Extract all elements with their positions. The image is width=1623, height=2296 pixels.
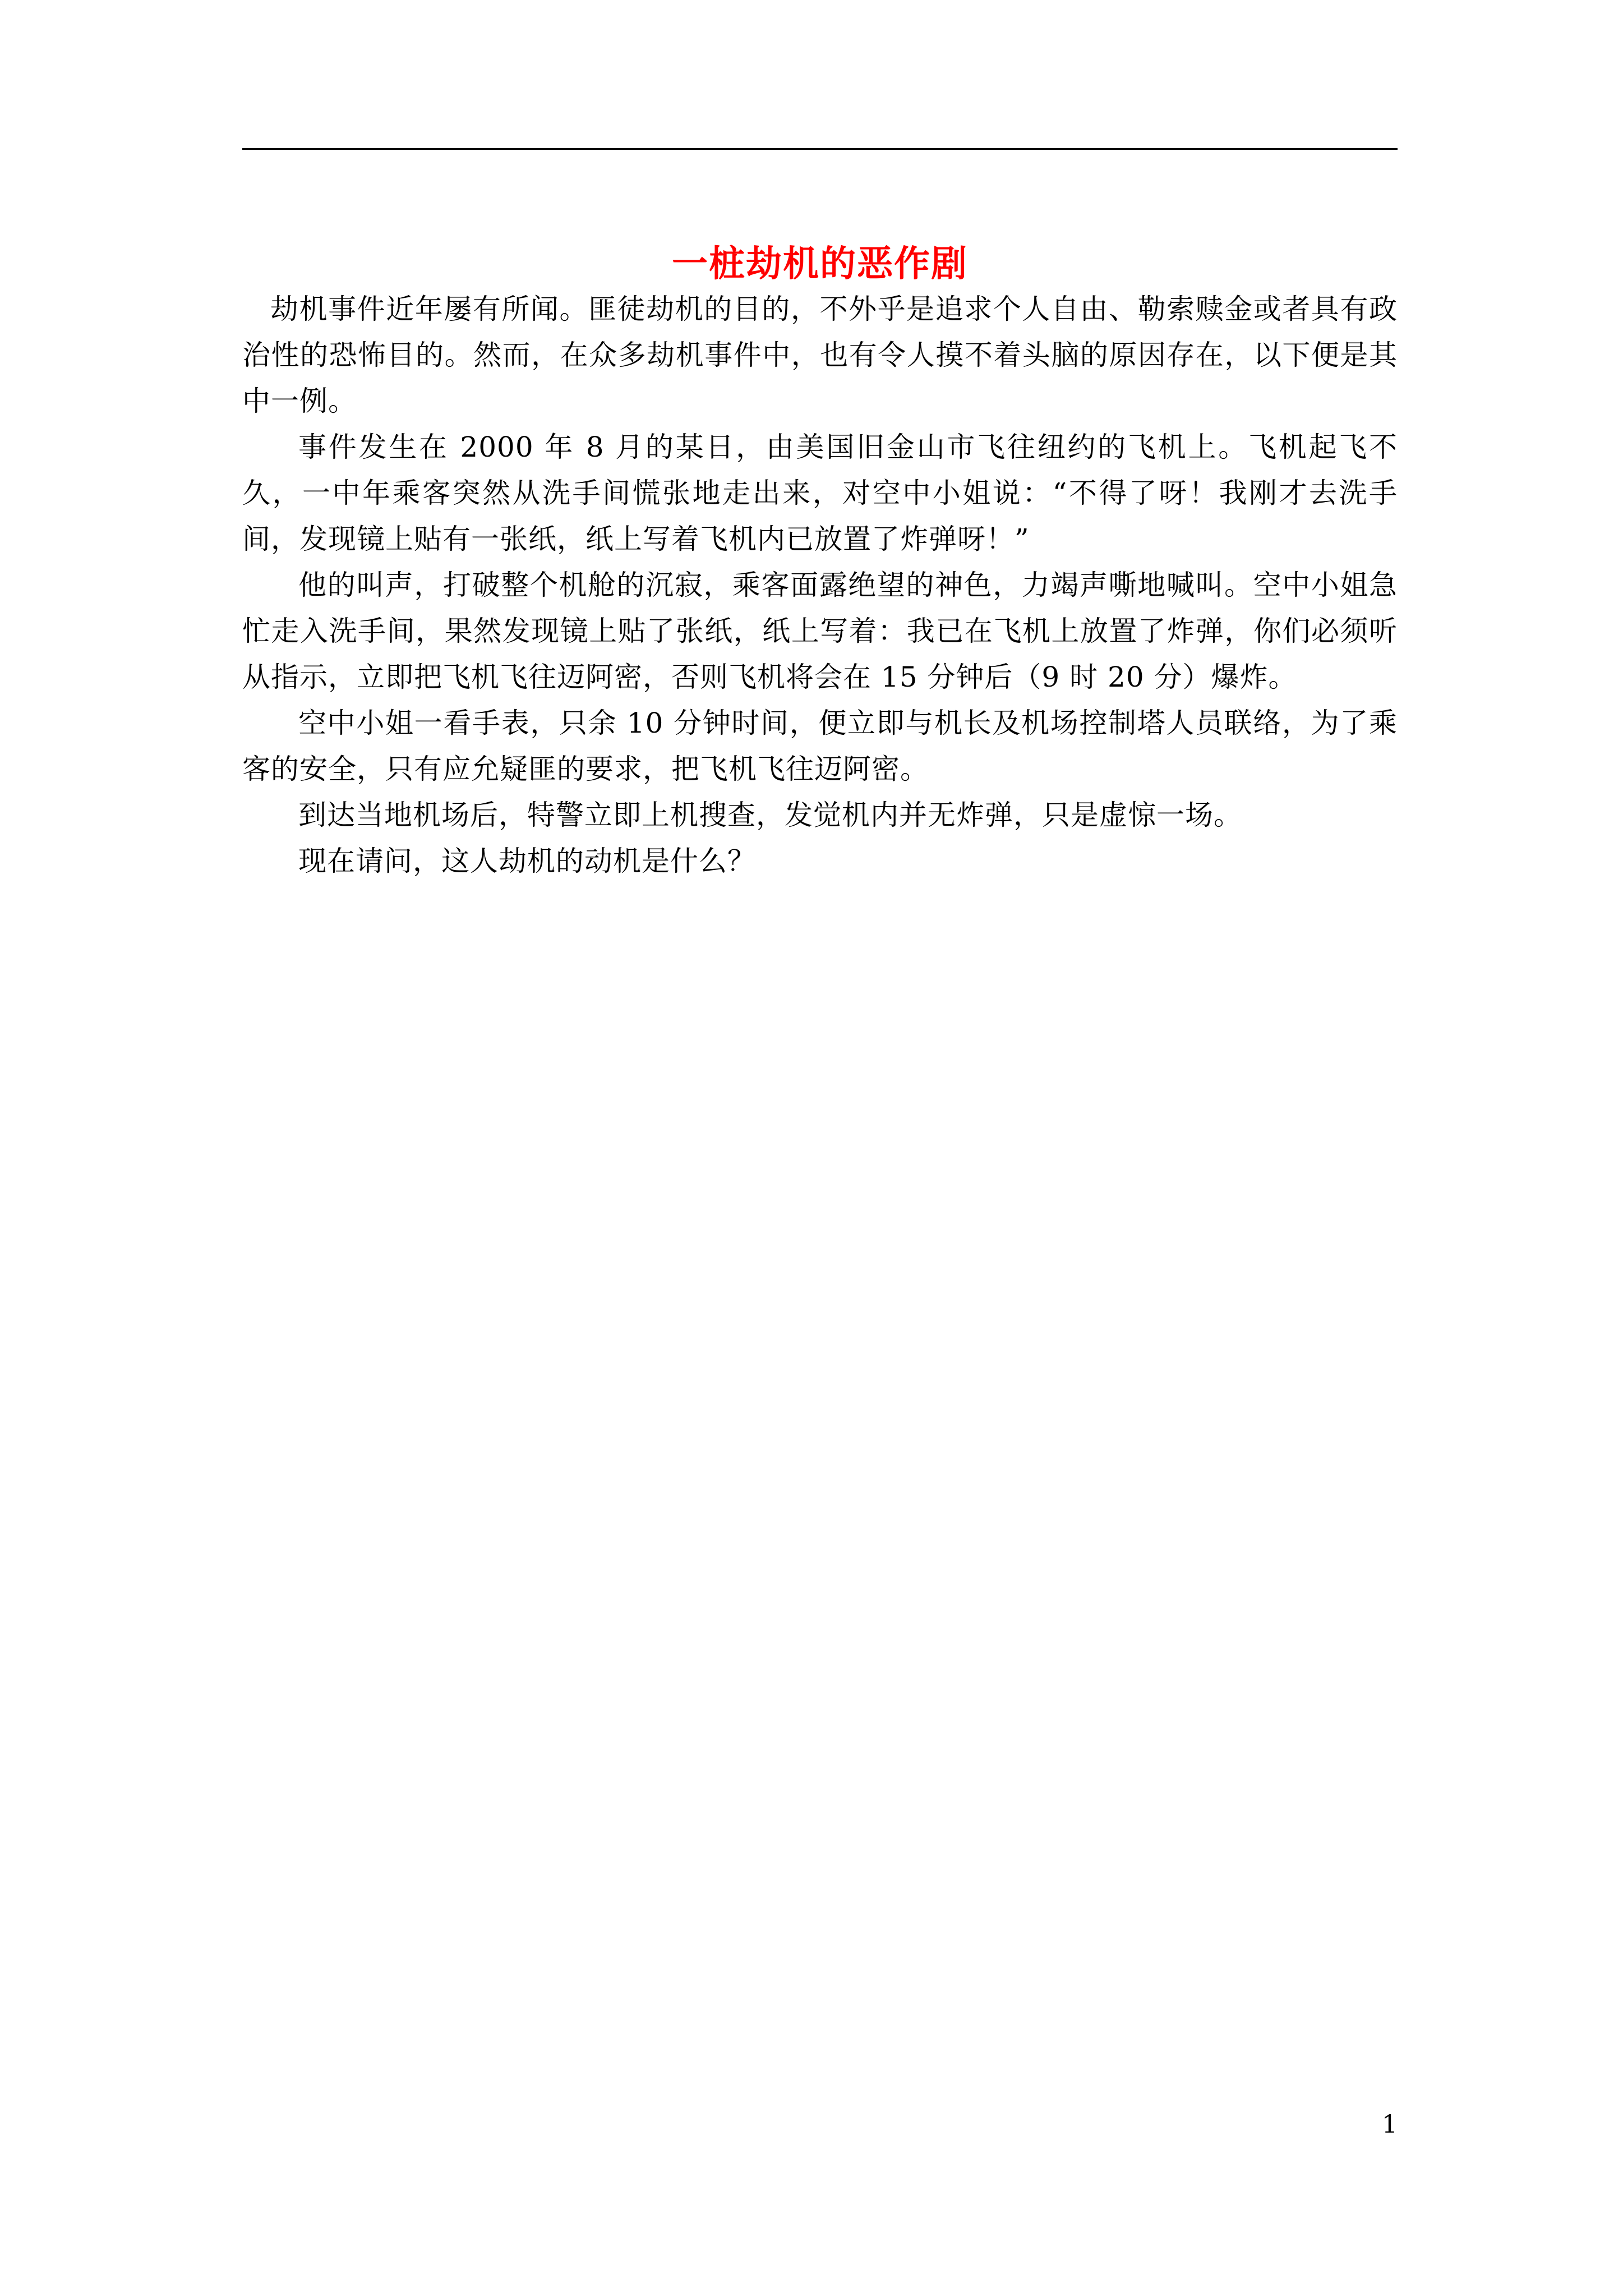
paragraph-5: 到达当地机场后，特警立即上机搜查，发觉机内并无炸弹，只是虚惊一场。 [298,799,1242,831]
paragraph-2: 事件发生在 2000 年 8 月的某日，由美国旧金山市飞往纽约的飞机上。飞机起飞不久，一中年乘客突然从洗手间慌张地走出来，对空中小姐说：“不得了呀！我刚才去洗手间，发现镜上贴有一张纸，纸上写着飞机内已放置了炸弹呀！” [242,431,1398,555]
document-title: 一桩劫机的恶作剧 [672,243,968,285]
document-body [242,286,1398,884]
header-rule [242,148,1398,150]
paragraph-3: 他的叫声，打破整个机舱的沉寂，乘客面露绝望的神色，力竭声嘶地喊叫。空中小姐急忙走入洗手间，果然发现镜上贴了张纸，纸上写着：我已在飞机上放置了炸弹，你们必须听从指示，立即把飞机飞往迈阿密，否则飞机将会在 15 分钟后（9 时 20 分）爆炸。 [242,569,1398,693]
paragraph-4: 空中小姐一看手表，只余 10 分钟时间，便立即与机长及机场控制塔人员联络，为了乘客的安全，只有应允疑匪的要求，把飞机飞往迈阿密。 [242,707,1398,785]
page-number: 1 [1382,2110,1398,2139]
paragraph-6: 现在请问，这人劫机的动机是什么？ [298,845,756,877]
paragraph-1: 劫机事件近年屡有所闻。匪徒劫机的目的，不外乎是追求个人自由、勒索赎金或者具有政治性的恐怖目的。然而，在众多劫机事件中，也有令人摸不着头脑的原因存在，以下便是其中一例。 [242,293,1398,417]
